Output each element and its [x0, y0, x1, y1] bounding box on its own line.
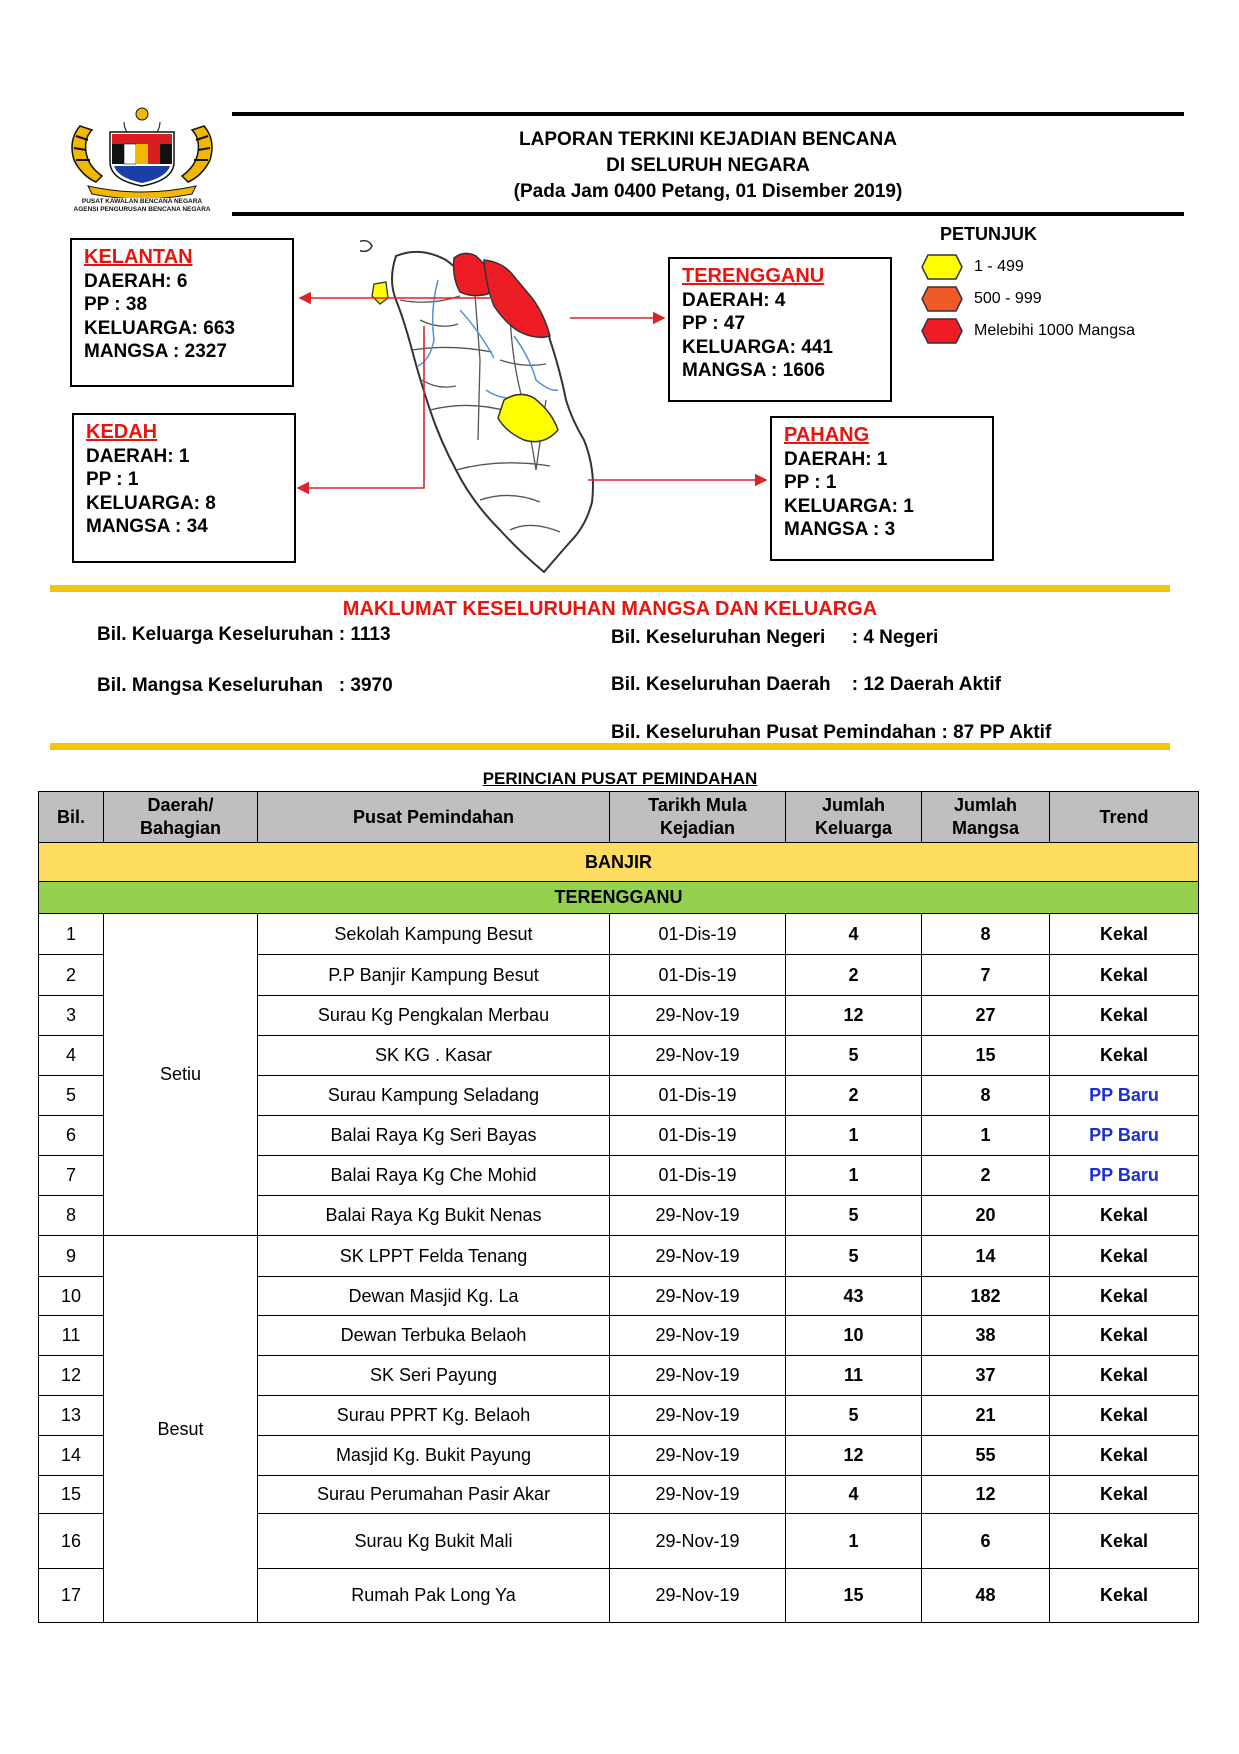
cell-tarikh: 29-Nov-19: [610, 1277, 786, 1316]
cell-bil: 17: [39, 1569, 104, 1623]
cell-tarikh: 29-Nov-19: [610, 1356, 786, 1396]
cell-keluarga: 1: [786, 1156, 922, 1196]
disaster-type-row: BANJIR: [39, 843, 1199, 882]
state-pp: PP : 1: [86, 469, 139, 490]
legend-label: Melebihi 1000 Mangsa: [974, 322, 1135, 339]
cell-tarikh: 29-Nov-19: [610, 1196, 786, 1236]
cell-bil: 11: [39, 1316, 104, 1356]
state-pp: PP : 1: [784, 472, 837, 493]
cell-trend: Kekal: [1050, 1316, 1199, 1356]
state-daerah: DAERAH: 1: [784, 448, 888, 470]
cell-keluarga: 10: [786, 1316, 922, 1356]
cell-mangsa: 7: [922, 955, 1050, 996]
cell-trend: Kekal: [1050, 1277, 1199, 1316]
cell-pusat: Surau Kampung Seladang: [258, 1076, 610, 1116]
cell-mangsa: 15: [922, 1036, 1050, 1076]
legend-item-low: [920, 251, 1180, 283]
state-pp: PP : 38: [84, 294, 148, 315]
cell-trend: Kekal: [1050, 1236, 1199, 1277]
cell-pusat: SK LPPT Felda Tenang: [258, 1236, 610, 1277]
cell-tarikh: 01-Dis-19: [610, 914, 786, 955]
cell-tarikh: 29-Nov-19: [610, 1396, 786, 1436]
col-header-keluarga: Jumlah Keluarga: [786, 792, 922, 843]
state-mangsa: MANGSA : 34: [86, 516, 208, 537]
state-box-kelantan: [70, 238, 294, 387]
col-header-daerah: Daerah/ Bahagian: [104, 792, 258, 843]
cell-bil: 4: [39, 1036, 104, 1076]
state-daerah: DAERAH: 6: [84, 270, 188, 292]
cell-keluarga: 4: [786, 1476, 922, 1514]
cell-mangsa: 37: [922, 1356, 1050, 1396]
cell-mangsa: 14: [922, 1236, 1050, 1277]
coat-of-arms-icon: [62, 106, 222, 198]
state-box-pahang: [770, 416, 994, 561]
cell-pusat: SK Seri Payung: [258, 1356, 610, 1396]
cell-tarikh: 29-Nov-19: [610, 1036, 786, 1076]
cell-bil: 13: [39, 1396, 104, 1436]
cell-trend: PP Baru: [1050, 1156, 1199, 1196]
state-mangsa: MANGSA : 3: [784, 519, 896, 540]
cell-tarikh: 29-Nov-19: [610, 1316, 786, 1356]
cell-bil: 16: [39, 1514, 104, 1569]
cell-tarikh: 01-Dis-19: [610, 1116, 786, 1156]
summary-title: MAKLUMAT KESELURUHAN MANGSA DAN KELUARGA: [342, 598, 878, 620]
col-header-pusat: Pusat Pemindahan: [258, 792, 610, 843]
col-header-bil: Bil.: [39, 792, 104, 843]
header-rule-top: [232, 112, 1184, 116]
title-line-1: LAPORAN TERKINI KEJADIAN BENCANA: [519, 129, 897, 150]
cell-keluarga: 2: [786, 955, 922, 996]
cell-bil: 5: [39, 1076, 104, 1116]
legend-item-mid: [920, 283, 1180, 315]
cell-mangsa: 6: [922, 1514, 1050, 1569]
summary-keluarga: Bil. Keluarga Keseluruhan : 1113: [97, 624, 391, 645]
cell-pusat: Surau PPRT Kg. Belaoh: [258, 1396, 610, 1436]
state-keluarga: KELUARGA: 1: [784, 495, 914, 517]
cell-pusat: Surau Kg Bukit Mali: [258, 1514, 610, 1569]
cell-bil: 15: [39, 1476, 104, 1514]
cell-trend: Kekal: [1050, 1396, 1199, 1436]
cell-mangsa: 8: [922, 914, 1050, 955]
state-mangsa: MANGSA : 1606: [682, 360, 825, 381]
state-mangsa: MANGSA : 2327: [84, 341, 227, 362]
table-row: [39, 1236, 1199, 1277]
title-line-2: DI SELURUH NEGARA: [606, 155, 810, 176]
legend-label: 1 - 499: [974, 258, 1024, 275]
cell-pusat: Masjid Kg. Bukit Payung: [258, 1436, 610, 1476]
cell-trend: Kekal: [1050, 1569, 1199, 1623]
cell-bil: 10: [39, 1277, 104, 1316]
cell-keluarga: 2: [786, 1076, 922, 1116]
cell-pusat: SK KG . Kasar: [258, 1036, 610, 1076]
state-name: KEDAH: [86, 421, 158, 443]
cell-pusat: Balai Raya Kg Che Mohid: [258, 1156, 610, 1196]
peninsular-malaysia-map: [360, 240, 680, 580]
cell-trend: Kekal: [1050, 914, 1199, 955]
cell-bil: 6: [39, 1116, 104, 1156]
hexagon-swatch-icon: [920, 317, 964, 345]
cell-pusat: Surau Perumahan Pasir Akar: [258, 1476, 610, 1514]
state-keluarga: KELUARGA: 441: [682, 336, 833, 358]
state-pp: PP : 47: [682, 313, 746, 334]
cell-tarikh: 29-Nov-19: [610, 1569, 786, 1623]
logo-caption-2: AGENSI PENGURUSAN BENCANA NEGARA: [73, 206, 211, 213]
summary-pusat: Bil. Keseluruhan Pusat Pemindahan : 87 PP Aktif: [611, 722, 1052, 743]
cell-pusat: Balai Raya Kg Bukit Nenas: [258, 1196, 610, 1236]
summary-daerah: Bil. Keseluruhan Daerah : 12 Daerah Aktif: [611, 674, 1001, 695]
cell-tarikh: 29-Nov-19: [610, 1476, 786, 1514]
cell-keluarga: 12: [786, 996, 922, 1036]
cell-tarikh: 29-Nov-19: [610, 1514, 786, 1569]
cell-trend: Kekal: [1050, 1436, 1199, 1476]
evacuation-centre-table: [38, 791, 1199, 1623]
cell-mangsa: 27: [922, 996, 1050, 1036]
summary-divider-top: [50, 585, 1170, 592]
cell-mangsa: 182: [922, 1277, 1050, 1316]
cell-keluarga: 1: [786, 1116, 922, 1156]
state-name: PAHANG: [784, 424, 870, 446]
cell-keluarga: 1: [786, 1514, 922, 1569]
title-line-3: (Pada Jam 0400 Petang, 01 Disember 2019): [513, 181, 903, 202]
cell-keluarga: 12: [786, 1436, 922, 1476]
logo-caption-1: PUSAT KAWALAN BENCANA NEGARA: [81, 198, 203, 205]
cell-tarikh: 29-Nov-19: [610, 996, 786, 1036]
hexagon-swatch-icon: [920, 285, 964, 313]
summary-divider-bottom: [50, 743, 1170, 750]
state-keluarga: KELUARGA: 8: [86, 492, 216, 514]
cell-mangsa: 20: [922, 1196, 1050, 1236]
cell-pusat: P.P Banjir Kampung Besut: [258, 955, 610, 996]
report-title: [232, 127, 1184, 205]
cell-bil: 2: [39, 955, 104, 996]
cell-keluarga: 11: [786, 1356, 922, 1396]
cell-pusat: Dewan Masjid Kg. La: [258, 1277, 610, 1316]
state-name: TERENGGANU: [682, 265, 825, 287]
cell-bil: 14: [39, 1436, 104, 1476]
cell-district-besut: Besut: [104, 1236, 258, 1623]
cell-trend: Kekal: [1050, 1036, 1199, 1076]
state-daerah: DAERAH: 1: [86, 445, 190, 467]
cell-keluarga: 5: [786, 1036, 922, 1076]
cell-keluarga: 5: [786, 1196, 922, 1236]
cell-bil: 7: [39, 1156, 104, 1196]
legend-title: PETUNJUK: [940, 224, 1038, 244]
cell-pusat: Sekolah Kampung Besut: [258, 914, 610, 955]
map-legend: [920, 224, 1180, 347]
cell-trend: PP Baru: [1050, 1076, 1199, 1116]
cell-mangsa: 2: [922, 1156, 1050, 1196]
cell-keluarga: 43: [786, 1277, 922, 1316]
cell-bil: 12: [39, 1356, 104, 1396]
col-header-trend: Trend: [1050, 792, 1199, 843]
legend-label: 500 - 999: [974, 290, 1042, 307]
cell-mangsa: 1: [922, 1116, 1050, 1156]
state-daerah: DAERAH: 4: [682, 289, 786, 311]
legend-item-high: [920, 315, 1180, 347]
cell-mangsa: 48: [922, 1569, 1050, 1623]
state-box-terengganu: [668, 257, 892, 402]
cell-tarikh: 01-Dis-19: [610, 1076, 786, 1116]
cell-keluarga: 4: [786, 914, 922, 955]
cell-district-setiu: Setiu: [104, 914, 258, 1236]
cell-bil: 8: [39, 1196, 104, 1236]
summary-mangsa: Bil. Mangsa Keseluruhan : 3970: [97, 675, 393, 696]
summary-negeri: Bil. Keseluruhan Negeri : 4 Negeri: [611, 627, 939, 648]
cell-tarikh: 29-Nov-19: [610, 1236, 786, 1277]
cell-trend: PP Baru: [1050, 1116, 1199, 1156]
state-row: TERENGGANU: [39, 882, 1199, 914]
hexagon-swatch-icon: [920, 253, 964, 281]
state-name: KELANTAN: [84, 246, 193, 268]
cell-pusat: Dewan Terbuka Belaoh: [258, 1316, 610, 1356]
table-row: [39, 914, 1199, 955]
cell-bil: 3: [39, 996, 104, 1036]
cell-keluarga: 5: [786, 1236, 922, 1277]
cell-pusat: Surau Kg Pengkalan Merbau: [258, 996, 610, 1036]
cell-tarikh: 01-Dis-19: [610, 1156, 786, 1196]
col-header-mangsa: Jumlah Mangsa: [922, 792, 1050, 843]
agency-logo: [62, 106, 222, 222]
cell-tarikh: 01-Dis-19: [610, 955, 786, 996]
cell-mangsa: 8: [922, 1076, 1050, 1116]
cell-trend: Kekal: [1050, 1356, 1199, 1396]
cell-pusat: Rumah Pak Long Ya: [258, 1569, 610, 1623]
cell-trend: Kekal: [1050, 955, 1199, 996]
cell-mangsa: 21: [922, 1396, 1050, 1436]
cell-trend: Kekal: [1050, 1196, 1199, 1236]
cell-keluarga: 15: [786, 1569, 922, 1623]
cell-tarikh: 29-Nov-19: [610, 1436, 786, 1476]
header-rule-bottom: [232, 212, 1184, 216]
cell-mangsa: 55: [922, 1436, 1050, 1476]
table-header-row: [39, 792, 1199, 843]
cell-pusat: Balai Raya Kg Seri Bayas: [258, 1116, 610, 1156]
cell-trend: Kekal: [1050, 1514, 1199, 1569]
col-header-tarikh: Tarikh Mula Kejadian: [610, 792, 786, 843]
cell-mangsa: 38: [922, 1316, 1050, 1356]
cell-mangsa: 12: [922, 1476, 1050, 1514]
cell-trend: Kekal: [1050, 1476, 1199, 1514]
table-title: PERINCIAN PUSAT PEMINDAHAN: [482, 769, 758, 788]
cell-bil: 9: [39, 1236, 104, 1277]
state-box-kedah: [72, 413, 296, 563]
cell-keluarga: 5: [786, 1396, 922, 1436]
cell-trend: Kekal: [1050, 996, 1199, 1036]
state-keluarga: KELUARGA: 663: [84, 317, 235, 339]
cell-bil: 1: [39, 914, 104, 955]
